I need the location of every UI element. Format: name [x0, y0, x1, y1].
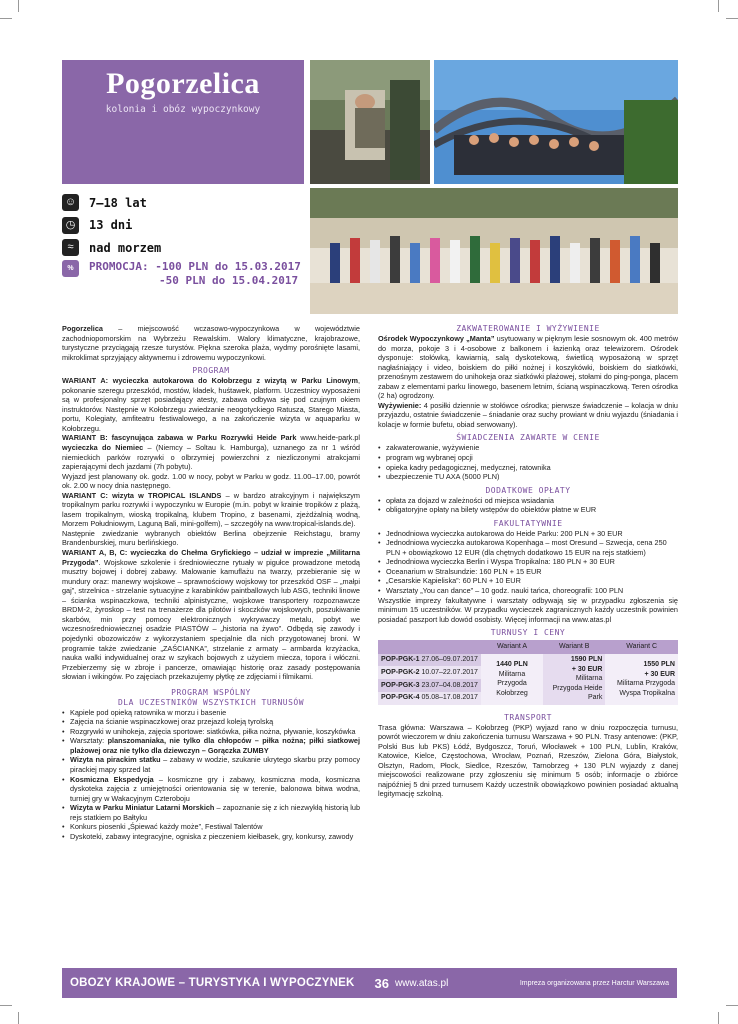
list-item: • „Cesarskie Kąpieliska”: 60 PLN + 10 EUR: [378, 576, 678, 586]
sessions-heading: TURNUSY I CENY: [490, 628, 566, 638]
extra-fees-list: [378, 496, 678, 515]
price-table: [378, 640, 678, 704]
crop-mark: [718, 1012, 719, 1024]
list-item: • Kosmiczna Ekspedycja – kosmiczne gry i zabawy, kosmiczna moda, kosmiczna dyskoteka zajęcia z umiejętności orientowania się w terenie, balonowa bitwa wodna, turniej gry w Wakacyjnym Czteroboju: [62, 775, 360, 804]
photo-camp-activity: [310, 60, 430, 184]
list-item: • Rozgrywki w unihokeja, zajęcia sportowe: siatkówka, piłka nożna, pływanie, koszykówka: [62, 727, 360, 737]
variant-a: WARIANT A: wycieczka autokarowa do Kołobrzegu z wizytą w Parku Linowym, pokonanie szeregu przeszkód, mostów, kładek, huśtawek, platform. Uczestnicy wyposażeni są w profesjonalny sprzęt posiadający atesty, zabawa odbywa się pod czujnym okiem instruktorów. Następnie w Kołobrzegu zwiedzanie neogotyckiego Ratusza, Starego Miasta, portu, Kolegiaty, amfiteatru festiwalowego, a na zakończenie wizyta w aquaparku w Kołobrzegu.: [62, 376, 360, 433]
variant-a-cell: 1440 PLN Militarna Przygoda Kołobrzeg: [481, 654, 543, 705]
age-row: [62, 192, 312, 213]
table-header: Wariant B: [543, 640, 605, 654]
list-item: • Zajęcia na ścianie wspinaczkowej oraz przejazd koleją tyrolską: [62, 717, 360, 727]
list-item: • program wg wybranej opcji: [378, 453, 678, 463]
list-item: • Jednodniowa wycieczka Berlin i Wyspa Tropikalna: 180 PLN + 30 EUR: [378, 557, 678, 567]
crop-mark: [18, 0, 19, 12]
page-subtitle: kolonia i obóz wypoczynkowy: [105, 104, 261, 115]
session-cell: POP-PGK-4 05.08–17.08.2017: [378, 692, 481, 705]
list-item: • Konkurs piosenki „Śpiewać każdy może”, Festiwal Talentów: [62, 822, 360, 832]
crop-mark: [718, 0, 719, 12]
crop-mark: [726, 18, 738, 19]
optional-note: Wszystkie imprezy fakultatywne i warsztaty odbywają się w przypadku zgłoszenia się minimum 15 uczestników. W przypadku wycieczek zagranicznych każdy uczestnik powinien posiadać paszport lub dowód osobisty. Więcej informacji na www.atas.pl: [378, 595, 678, 624]
place-text: nad morzem: [89, 240, 162, 255]
list-item: • Wizyta na pirackim statku – zabawy w wodzie, szukanie ukrytego skarbu przy pomocy pirackiej mapy sprzed lat: [62, 755, 360, 774]
optional-heading: FAKULTATYWNIE: [493, 518, 563, 528]
accommodation-text: Ośrodek Wypoczynkowy „Manta” usytuowany w pięknym lesie sosnowym ok. 400 metrów do morza, pokoje 3 i 4-osobowe z balkonem i łazienką oraz telewizorem. Ośrodek dysponuje: stołówką, kawiarnią, salą dyskotekową, świetlicą wyposażoną w sprzęt nagłaśniający i video, boiskiem do piłki nożnej i koszykówki, boiskiem do siatkówki, przenośnym zestawem do unihokeja oraz siatkówki plażowej, stołami do ping-ponga, placem zabaw z elementami parku linowego, basenem letnim, ścianą wspinaczkową. Teren ośrodka (2 ha) ogrodzony.: [378, 334, 678, 401]
crop-mark: [18, 1012, 19, 1024]
session-cell: POP-PGK-1 27.06–09.07.2017: [378, 654, 481, 667]
photo-rollercoaster: [434, 60, 678, 184]
transport-text: Trasa główna: Warszawa – Kołobrzeg (PKP) wyjazd rano w dniu rozpoczęcia turnusu, powrót wieczorem w dniu zakończenia turnusu Warszawa + 90 PLN. Trasy antenowe: (PKP, Polski Bus lub PKS) Łódź, Bydgoszcz, Toruń, Włocławek + 100 PLN, Lublin, Kraków, Katowice, Kielce, Częstochowa, Wrocław, Poznań, Rzeszów, Zielona Góra, Białystok, Olsztyn, Radom, Płock, Siedlce, Rzeszów, Tarnobrzeg + 130 PLN wyjazdy z danej miejscowości realizowane przy zgłoszeniu się minimum 5 osób; informacje o zbiórce najpóźniej 5 dni przed turnusem Każdy uczestnik obowiązkowo powinien posiadać aktualną legitymację szkolną.: [378, 722, 678, 799]
extra-fees-heading: DODATKOWE OPŁATY: [485, 485, 571, 495]
left-column: [62, 324, 360, 841]
list-item: • ubezpieczenie TU AXA (5000 PLN): [378, 472, 678, 482]
variant-c-berlin: Następnie zwiedzanie wybranych obiektów Berlina obejrzenie Reichstagu, bramy Brandenburskiej, muru berlińskiego.: [62, 528, 360, 548]
food-text: Wyżywienie: 4 posiłki dziennie w stołówce ośrodka; pierwsze świadczenie – kolacja w dniu przyjazdu, ostatnie świadczenie – śniadanie oraz suchy prowiant w dniu wyjazdu (śniadania i kolacje w formie bufetu, obiad serwowany).: [378, 400, 678, 429]
list-item: • Warsztaty „You can dance” – 10 godz. nauki tańca, choreografii: 100 PLN: [378, 586, 678, 596]
variant-c-cell: 1550 PLN + 30 EUR Militarna Przygoda Wyspa Tropikalna: [605, 654, 678, 705]
list-item: • opłata za dojazd w zależności od miejsca wsiadania: [378, 496, 678, 506]
variant-abc: WARIANT A, B, C: wycieczka do Chełma Gryfickiego – udział w imprezie „Militarna Przygoda”. Wojskowe szkolenie i średniowieczne rytuały w pigułce prowadzone metodą musztry bojowej i dobrej zabawy. Malowanie kamuflażu na twarzy, przebieranie się w mundury oraz: manewry wojskowe – sprawnościowy wojskowy tor przeszkód OSF – „małpi gaj”, strzelnica - strzelanie sytuacyjne z karabinków paintballowych lub ASG, techniki linowe – ścianka wspinaczkowa, techniki alpinistyczne, wojskowe transportery rozpoznawcze BRDM-2, żyroskop – test na trenażerze dla pilotów i skoczków wojskowych, poszukiwanie skarbów, min przy pomocy elektronicznych wykrywaczy metalu, pobyt we wczesnośredniowiecznej osadzie PIASTÓW – „historia na żywo”. Odbędą się zawody i pojedynki obozowiczów z wykorzystaniem specjalnie dla nich przygotowanej broni. W programie także zwiedzanie „ZAŚCIANKA”, strzelanie z armaty – armbarda krzyżacka, nauka walki indywidualnej oraz w szykach bojowych z użyciem miecza, topora i włóczni. Przebierzemy się w zbroje i pancerze, omawiając historię oraz zasady postępowania słowian i wikingów. Po zajęciach przekazujemy płytkę ze zdjęciami i filmikami.: [62, 548, 360, 682]
beach-icon: ≈: [62, 239, 79, 256]
session-cell: POP-PGK-3 23.07–04.08.2017: [378, 679, 481, 692]
days-row: [62, 215, 312, 236]
footer-section-title: OBOZY KRAJOWE – TURYSTYKA I WYPOCZYNEK: [70, 977, 355, 989]
variant-c: WARIANT C: wizyta w TROPICAL ISLANDS – w bardzo atrakcyjnym i największym tropikalnym parku rozrywki i wypoczynku w Europie (m.in. pobyt w krainie tropików z plażą, lasem tropikalnym, wioską tropikalną, klubem Tropino, z basenami, zjeżdżalnią wodną, Morzem Południowym, Laguną Bali, mini-golfem), – szczegóły na www.tropical-islands.de).: [62, 490, 360, 529]
list-item: • Wizyta w Parku Miniatur Latarni Morskich – zapoznanie się z ich niezwykłą historią lub rejs statkiem po Bałtyku: [62, 803, 360, 822]
place-row: [62, 237, 312, 258]
days-text: 13 dni: [89, 218, 133, 232]
crop-mark: [0, 18, 12, 19]
crop-mark: [726, 1005, 738, 1006]
list-item: • zakwaterowanie, wyżywienie: [378, 443, 678, 453]
intro-paragraph: Pogorzelica – miejscowość wczasowo-wypoczynkowa w województwie zachodniopomorskim na Wybrzeżu Rewalskim. Walory klimatyczne, krajobrazowe, turystyczne przyciągają rzesze turystów. Piękna szeroka plaża, wydmy porośnięte lasami, mikroklimat sprzyjający aktywnemu i zdrowemu wypoczynkowi.: [62, 324, 360, 362]
included-heading: ŚWIADCZENIA ZAWARTE W CENIE: [456, 433, 600, 443]
list-item: • Oceanarium w Stralsundzie: 160 PLN + 15 EUR: [378, 567, 678, 577]
footer-organizer: Impreza organizowana przez Harctur Warszawa: [519, 979, 669, 987]
program-heading: PROGRAM: [192, 366, 230, 376]
table-header: [378, 640, 481, 654]
list-item: • Jednodniowa wycieczka autokarowa Kopenhaga – most Oresund – Szwecja, cena 250 PLN + obowiązkowo 12 EUR (dla chętnych dodatkowo 15 EUR na rejs statkiem): [378, 538, 678, 557]
list-item: • Warsztaty: planszomaniaka, nie tylko dla chłopców – piłka nożna; piłki siatkowej plażowej oraz nie tylko dla dziewczyn – Gorączka ZUMBY: [62, 736, 360, 755]
footer-link[interactable]: www.atas.pl: [394, 977, 449, 989]
optional-list: [378, 529, 678, 596]
transport-heading: TRANSPORT: [504, 712, 552, 722]
variant-b-schedule: Wyjazd jest planowany ok. godz. 1.00 w nocy, pobyt w Parku w godz. 11.00–17.00, powrót ok. 2.00 w nocy dnia następnego.: [62, 471, 360, 491]
table-row: [378, 654, 678, 667]
list-item: • obligatoryjne opłaty na bilety wstępów do obiektów płatne w EUR: [378, 505, 678, 515]
photo-group-beach: [310, 188, 678, 314]
included-list: [378, 443, 678, 481]
age-text: 7–18 lat: [89, 195, 147, 210]
variant-b: WARIANT B: fascynująca zabawa w Parku Rozrywki Heide Park www.heide-park.pl wycieczka do Niemiec – (Niemcy – Soltau k. Hamburga), uznanego za nr 1 wśród niemieckich parków rozrywki o olbrzymiej powierzchni z niezliczonymi atrakcjami zapierającymi dech jazdami (7h pobytu).: [62, 433, 360, 472]
list-item: • Jednodniowa wycieczka autokarowa do Heide Parku: 200 PLN + 30 EUR: [378, 529, 678, 539]
page-footer: [62, 968, 677, 998]
promo-line-1: PROMOCJA: -100 PLN do 15.03.2017: [89, 259, 301, 273]
page-title: Pogorzelica: [106, 67, 260, 100]
list-item: • Dyskoteki, zabawy integracyjne, ogniska z pieczeniem kiełbasek, gry, konkursy, zawody: [62, 832, 360, 842]
promo-icon: %: [62, 260, 79, 277]
promo-line-2: -50 PLN do 15.04.2017: [159, 273, 299, 287]
table-header: Wariant C: [605, 640, 678, 654]
page-number: 36: [374, 975, 389, 991]
common-program-heading: PROGRAM WSPÓLNY DLA UCZESTNIKÓW WSZYSTKICH TURNUSÓW: [117, 687, 305, 707]
accommodation-heading: ZAKWATEROWANIE I WYŻYWIENIE: [456, 324, 600, 333]
list-item: • Kąpiele pod opieką ratownika w morzu i basenie: [62, 708, 360, 718]
promo-row: [62, 260, 312, 292]
table-header-row: [378, 640, 678, 654]
variant-b-cell: 1590 PLN + 30 EUR Militarna Przygoda Heide Park: [543, 654, 605, 705]
calendar-icon: ◷: [62, 217, 79, 234]
age-icon: ☺: [62, 194, 79, 211]
right-column: [378, 324, 678, 799]
table-header: Wariant A: [481, 640, 543, 654]
common-program-list: [62, 708, 360, 842]
crop-mark: [0, 1005, 12, 1006]
trip-info: [62, 192, 312, 293]
list-item: • opieka kadry pedagogicznej, medycznej, ratownika: [378, 463, 678, 473]
title-banner: [62, 60, 304, 184]
session-cell: POP-PGK-2 10.07–22.07.2017: [378, 666, 481, 679]
